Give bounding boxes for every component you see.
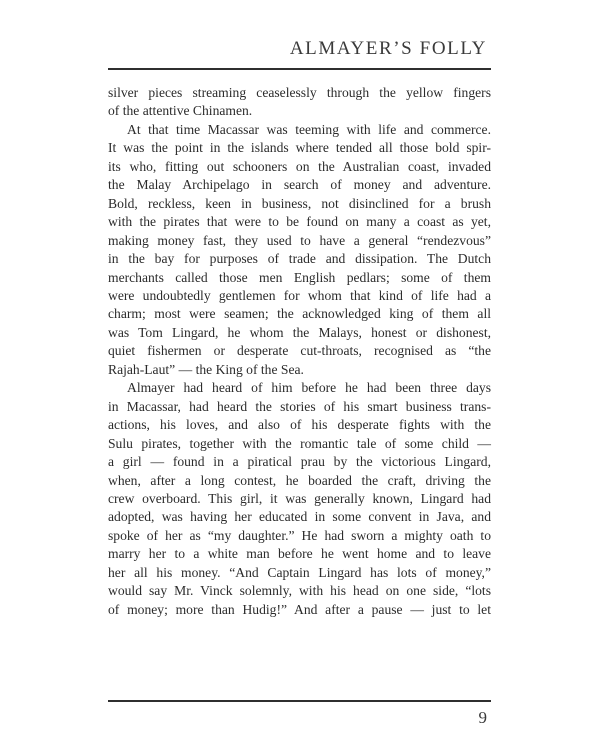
page-number: 9 (478, 708, 487, 727)
text-line: making money fast, they used to have a general “rendezvous” (108, 232, 491, 248)
text-line: in Macassar, had heard the stories of his smart business trans- (108, 398, 491, 414)
text-line: At that time Macassar was teeming with life and commerce. (127, 121, 491, 137)
text-line: were undoubtedly gentlemen for whom that kind of life had a (108, 287, 491, 303)
text-line: Sulu pirates, together with the romantic tale of some child — (108, 435, 491, 451)
text-line: charm; most were seamen; the acknowledged king of them all (108, 306, 491, 322)
text-line: was Tom Lingard, he whom the Malays, honest or dishonest, (108, 324, 491, 340)
text-line: its who, fitting out schooners on the Australian coast, invaded (108, 158, 491, 174)
text-line: adopted, was having her educated in some convent in Java, and (108, 509, 491, 525)
running-header: ALMAYER’S FOLLY (289, 38, 487, 59)
text-line: actions, his loves, and also of his desperate fights with the (108, 417, 491, 433)
text-line: silver pieces streaming ceaselessly through the yellow fingers (108, 85, 491, 100)
body-text (108, 84, 491, 619)
text-line: would say Mr. Vinck solemnly, with his head on one side, “lots (108, 583, 491, 599)
text-line: of the attentive Chinamen. (108, 103, 253, 119)
text-line: Almayer had heard of him before he had been three days (127, 380, 491, 396)
text-line: of money; more than Hudig!” And after a pause — just to let (108, 601, 491, 617)
text-line: her all his money. “And Captain Lingard has lots of money,” (108, 564, 491, 580)
text-line: Rajah-Laut” — the King of the Sea. (108, 361, 304, 377)
footer-rule (108, 700, 491, 702)
text-line: Bold, reckless, keen in business, not disinclined for a brush (108, 195, 491, 211)
text-line: a girl — found in a piratical prau by the victorious Lingard, (108, 454, 491, 470)
text-line: when, after a long contest, he boarded the craft, driving the (108, 472, 491, 488)
text-line: the Malay Archipelago in search of money and adventure. (108, 177, 491, 193)
text-line: with the pirates that were to be found on many a coast as yet, (108, 214, 491, 230)
text-line: merchants called those men English pedlars; some of them (108, 269, 491, 285)
text-line: spoke of her as “my daughter.” He had sworn a mighty oath to (108, 527, 491, 543)
text-line: It was the point in the islands where tended all those bold spir- (108, 140, 491, 156)
header-rule (108, 68, 491, 70)
text-line: crew overboard. This girl, it was generally known, Lingard had (108, 490, 491, 506)
text-line: in the bay for purposes of trade and dissipation. The Dutch (108, 251, 491, 267)
text-line: marry her to a white man before he went home and to leave (108, 546, 491, 562)
text-line: quiet fishermen or desperate cut-throats, recognised as “the (108, 343, 491, 359)
